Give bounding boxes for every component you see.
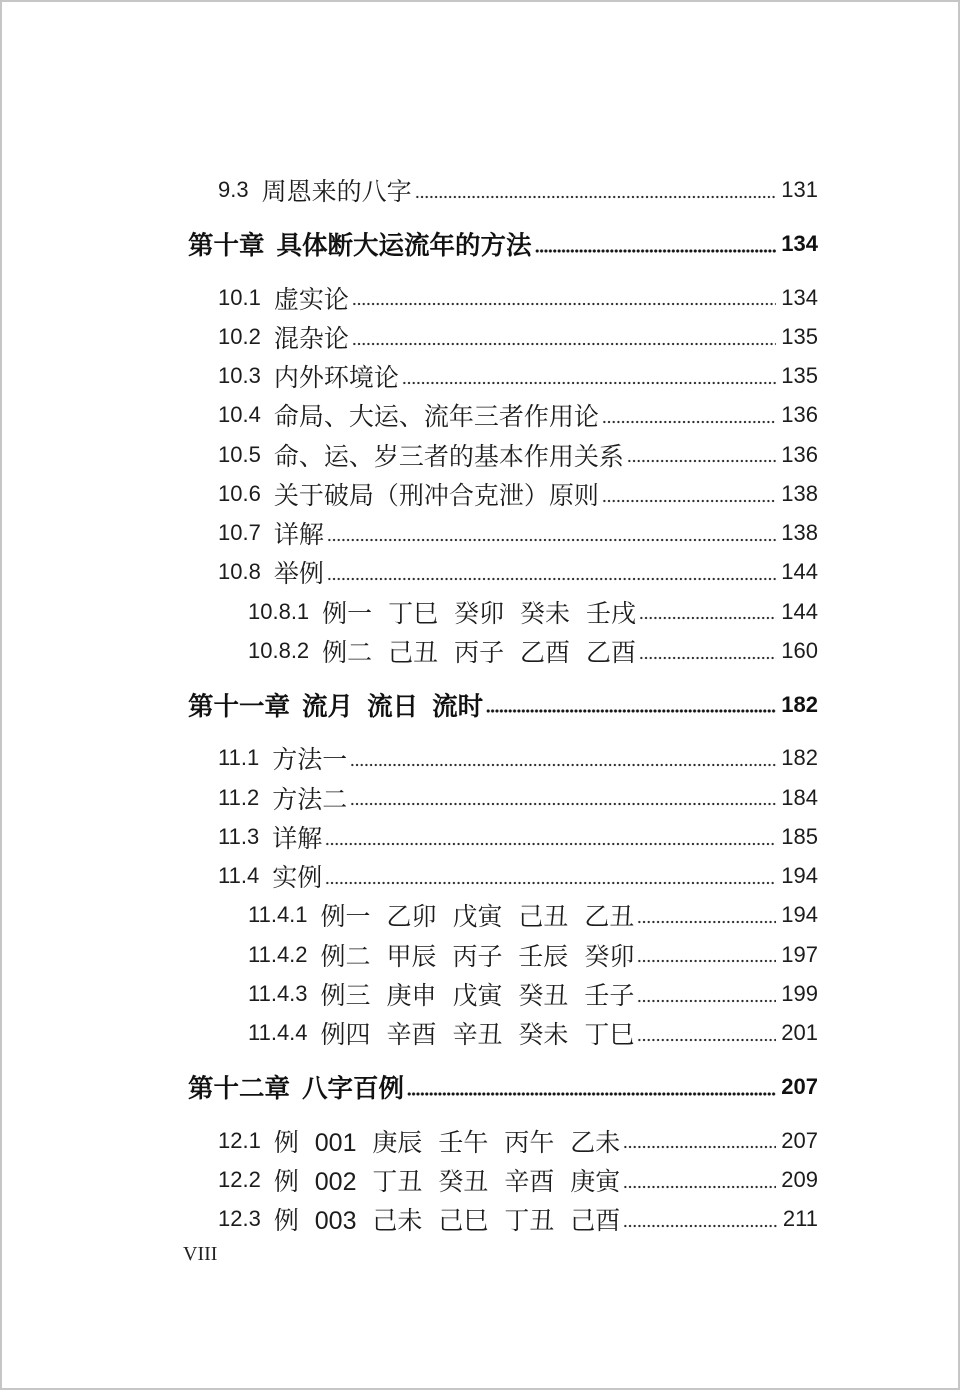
page-number: 182 — [781, 745, 818, 771]
dot-leader — [602, 396, 776, 435]
section-entry — [0, 856, 818, 895]
subsection-entry — [0, 631, 818, 670]
page-number: 182 — [781, 691, 818, 717]
page-number: 197 — [781, 941, 818, 967]
page-number: 207 — [781, 1127, 818, 1153]
page-number: 136 — [781, 441, 818, 467]
chapter-entry — [0, 224, 818, 263]
subsection-number: 11.4.1 — [248, 902, 308, 928]
dot-leader — [637, 1013, 776, 1052]
subsection-number: 11.4.2 — [248, 941, 308, 967]
page-number: 144 — [781, 559, 818, 585]
subsection-title: 例一 乙卯 戊寅 己丑 乙丑 — [320, 903, 635, 932]
dot-leader — [486, 685, 776, 724]
section-title: 混杂论 — [273, 324, 349, 353]
section-title: 内外环境论 — [273, 364, 399, 393]
page-number: 138 — [781, 520, 818, 546]
section-title: 实例 — [272, 864, 323, 893]
section-entry — [0, 317, 818, 356]
dot-leader — [623, 1160, 776, 1199]
subsection-number: 10.8.1 — [248, 598, 310, 624]
dot-leader — [623, 1199, 778, 1238]
section-number: 10.5 — [218, 441, 261, 467]
page-number: 135 — [781, 323, 818, 349]
section-title: 关于破局（刑冲合克泄）原则 — [273, 481, 599, 510]
section-title: 例 003 己未 己巳 丁丑 己酉 — [273, 1207, 621, 1236]
dot-leader — [350, 778, 776, 817]
subsection-entry — [0, 1013, 818, 1052]
page-number: 135 — [781, 363, 818, 389]
chapter-number: 第十二章 — [188, 1073, 291, 1104]
dot-leader — [327, 553, 776, 592]
section-entry — [0, 513, 818, 552]
page-number: 131 — [781, 177, 818, 203]
section-number: 10.6 — [218, 480, 261, 506]
section-title: 命局、大运、流年三者作用论 — [273, 403, 599, 432]
subsection-title: 例二 甲辰 丙子 壬辰 癸卯 — [320, 942, 635, 971]
section-entry — [0, 356, 818, 395]
section-number: 12.2 — [218, 1166, 261, 1192]
section-number: 10.3 — [218, 363, 261, 389]
subsection-entry — [0, 592, 818, 631]
section-entry — [0, 553, 818, 592]
section-entry — [0, 396, 818, 435]
page-number: 134 — [781, 230, 818, 256]
page-number: 184 — [781, 784, 818, 810]
section-title: 命、运、岁三者的基本作用关系 — [273, 442, 624, 471]
section-number: 10.4 — [218, 402, 261, 428]
section-number: 10.1 — [218, 284, 261, 310]
subsection-title: 例四 辛酉 辛丑 癸未 丁巳 — [320, 1021, 635, 1050]
section-title: 虚实论 — [273, 285, 349, 314]
subsection-number: 11.4.4 — [248, 1020, 308, 1046]
section-title: 举例 — [273, 560, 324, 589]
dot-leader — [637, 974, 776, 1013]
dot-leader — [637, 935, 776, 974]
section-number: 10.2 — [218, 323, 261, 349]
section-number: 10.8 — [218, 559, 261, 585]
section-number: 12.3 — [218, 1206, 261, 1232]
section-entry — [0, 817, 818, 856]
dot-leader — [325, 856, 776, 895]
section-title: 周恩来的八字 — [261, 178, 412, 207]
dot-leader — [352, 278, 776, 317]
dot-leader — [623, 1121, 776, 1160]
subsection-title: 例二 己丑 丙子 乙酉 乙酉 — [322, 638, 636, 667]
chapter-entry — [0, 685, 818, 724]
dot-leader — [602, 474, 776, 513]
table-of-contents — [0, 170, 818, 1238]
page-number: 194 — [781, 902, 818, 928]
chapter-title: 具体断大运流年的方法 — [276, 231, 532, 260]
dot-leader — [627, 435, 776, 474]
chapter-entry — [0, 1067, 818, 1106]
subsection-entry — [0, 974, 818, 1013]
page-number: 209 — [781, 1166, 818, 1192]
section-title: 方法一 — [272, 746, 348, 775]
subsection-title: 例一 丁巳 癸卯 癸未 壬戌 — [322, 599, 636, 628]
page-number: 185 — [781, 823, 818, 849]
page-number: 138 — [781, 480, 818, 506]
section-entry — [0, 739, 818, 778]
dot-leader — [402, 356, 776, 395]
section-number: 12.1 — [218, 1127, 261, 1153]
section-number: 11.4 — [218, 863, 260, 889]
section-title: 详解 — [272, 824, 323, 853]
dot-leader — [327, 513, 776, 552]
section-number: 9.3 — [218, 177, 249, 203]
page-number: 134 — [781, 284, 818, 310]
section-title: 方法二 — [272, 785, 348, 814]
section-title: 例 001 庚辰 壬午 丙午 乙未 — [273, 1128, 621, 1157]
section-number: 10.7 — [218, 520, 261, 546]
dot-leader — [352, 317, 776, 356]
section-entry — [0, 278, 818, 317]
folio-page-number: VIII — [183, 1243, 218, 1265]
dot-leader — [325, 817, 776, 856]
dot-leader — [639, 592, 776, 631]
page-number: 160 — [781, 637, 818, 663]
subsection-title: 例三 庚申 戊寅 癸丑 壬子 — [320, 981, 635, 1010]
chapter-title: 流月 流日 流时 — [302, 692, 484, 721]
section-entry — [0, 170, 818, 209]
dot-leader — [415, 170, 777, 209]
subsection-entry — [0, 935, 818, 974]
section-title: 例 002 丁丑 癸丑 辛酉 庚寅 — [273, 1167, 621, 1196]
dot-leader — [407, 1067, 776, 1106]
page-number: 136 — [781, 402, 818, 428]
section-number: 11.1 — [218, 745, 260, 771]
page-number: 144 — [781, 598, 818, 624]
chapter-title: 八字百例 — [302, 1074, 405, 1103]
section-number: 11.3 — [218, 823, 260, 849]
dot-leader — [350, 739, 776, 778]
section-number: 11.2 — [218, 784, 260, 810]
page-number: 194 — [781, 863, 818, 889]
page-number: 211 — [782, 1206, 818, 1232]
section-entry — [0, 435, 818, 474]
section-entry — [0, 1121, 818, 1160]
page-number: 201 — [781, 1020, 818, 1046]
section-title: 详解 — [273, 521, 324, 550]
subsection-entry — [0, 896, 818, 935]
dot-leader — [535, 224, 777, 263]
section-entry — [0, 1199, 818, 1238]
page-number: 199 — [781, 980, 818, 1006]
dot-leader — [639, 631, 776, 670]
section-entry — [0, 1160, 818, 1199]
chapter-number: 第十章 — [188, 230, 265, 261]
section-entry — [0, 778, 818, 817]
page-number: 207 — [781, 1073, 818, 1099]
dot-leader — [637, 896, 776, 935]
section-entry — [0, 474, 818, 513]
subsection-number: 11.4.3 — [248, 980, 308, 1006]
chapter-number: 第十一章 — [188, 691, 291, 722]
subsection-number: 10.8.2 — [248, 637, 310, 663]
